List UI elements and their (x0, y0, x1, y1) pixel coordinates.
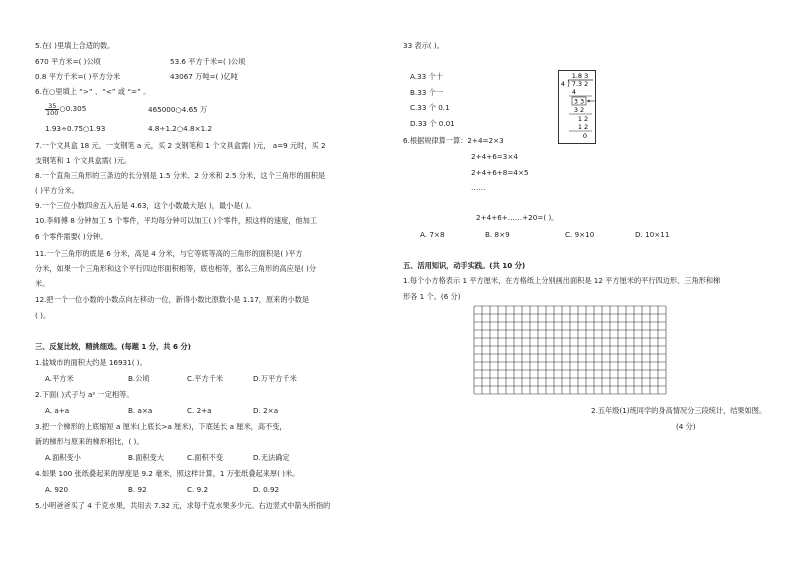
choice4-question: 4.如果 100 张纸叠起来的厚度是 9.2 毫米，照这样计算，1 万张纸叠起来厚( )米。 (35, 469, 300, 478)
division-step-4: 1 2 (577, 115, 589, 123)
square-grid-paper[interactable] (473, 305, 669, 397)
q11-line2: 分米，如果一个三角形和这个平行四边形面积相等，底也相等，那么三角形的高应是( )分 (35, 264, 317, 273)
choice4-option-a: A. 920 (45, 485, 69, 494)
choice3-option-d: D.无法确定 (253, 453, 290, 462)
division-quotient: 1.8 3 (571, 72, 589, 80)
division-dividend: 7.3 2 (571, 80, 589, 88)
q5-item-b2: 43067 万吨=( )亿吨 (170, 72, 238, 81)
q7-line2: 支钢笔和 1 个文具盒需( )元。 (35, 156, 132, 165)
choice3-line2: 新的梯形与原来的梯形相比，( )。 (35, 437, 144, 446)
choice6-line4: …… (471, 183, 486, 192)
choice1-option-c: C.平方千米 (187, 374, 224, 383)
choice6-line2: 2+4+6=3×4 (471, 152, 518, 161)
choice4-option-c: C. 9.2 (187, 485, 209, 494)
choice4-option-d: D. 0.92 (253, 485, 280, 494)
choice3-option-c: C.面积不变 (187, 453, 224, 462)
practice2-line1: 2.五年级(1)班同学的身高情况分三段统计，结果如图。 (591, 406, 767, 415)
choice6-question: 6.根据规律算一算：2+4=2×3 (403, 136, 504, 145)
choice5-line1: 5.小明爸爸买了 4 千克水果，共用去 7.32 元，求每千克水果多少元。右边竖式中箭头所指的 (35, 501, 331, 510)
q11-line1: 11.一个三角形的底是 6 分米，高是 4 分米，与它等底等高的三角形的面积是( )平方 (35, 249, 303, 258)
practice2-line2: (4 分) (676, 422, 696, 431)
choice2-option-d: D. 2×a (253, 406, 279, 415)
choice2-question: 2.下面( )式子与 a² 一定相等。 (35, 390, 134, 399)
choice1-option-a: A.平方米 (45, 374, 74, 383)
division-bracket (568, 80, 569, 87)
q8-line2: ( )平方分米。 (35, 186, 79, 195)
choice1-option-d: D.万平方千米 (253, 374, 297, 383)
q7-line1: 7.一个文具盒 18 元，一支钢笔 a 元，买 2 支钢笔和 1 个文具盒需( )元， a=9 元时，买 2 (35, 141, 326, 150)
q6-fraction (45, 103, 59, 116)
division-step-3: 3 2 (573, 106, 585, 114)
practice1-line2: 形各 1 个。(6 分) (403, 292, 461, 301)
choice3-option-b: B.面积变大 (128, 453, 164, 462)
section-5-title: 五、活用知识，动手实践。(共 10 分) (403, 261, 526, 270)
division-step-2: 3 3 (573, 97, 585, 106)
choice5-continued: 33 表示( )。 (403, 41, 444, 50)
q5-item-a1: 670 平方米=( )公顷 (35, 57, 101, 66)
arrow-head-icon (587, 100, 590, 103)
choice2-option-b: B. a×a (128, 406, 153, 415)
q12-line2: ( )。 (35, 311, 51, 320)
q6-item-b1: 1.93÷0.75○1.93 (45, 124, 106, 133)
q5-item-a2: 53.6 平方千米=( )公顷 (170, 57, 246, 66)
choice4-option-b: B. 92 (128, 485, 147, 494)
choice6-option-d: D. 10×11 (635, 230, 670, 239)
division-step-1: 4 (571, 88, 577, 96)
fraction-numerator: 35 (45, 103, 59, 110)
choice6-option-b: B. 8×9 (485, 230, 510, 239)
fraction-denominator: 100 (46, 108, 59, 117)
q8-line1: 8.一个直角三角形的三条边的长分别是 1.5 分米、2 分米和 2.5 分米，这个三角形的面积是 (35, 171, 326, 180)
choice5-option-b: B.33 个一 (410, 88, 444, 97)
choice5-option-d: D.33 个 0.01 (410, 119, 455, 128)
q12-line1: 12.把一个一位小数的小数点向左移动一位，新得小数比原数小是 1.17，原来的小数是 (35, 295, 310, 304)
choice1-option-b: B.公顷 (128, 374, 150, 383)
division-step-5: 1 2 (577, 123, 589, 131)
choice3-line1: 3.把一个梯形的上底缩短 a 厘米(上底长>a 厘米)，下底延长 a 厘米，高不变， (35, 422, 287, 431)
choice3-option-a: A.面积变小 (45, 453, 81, 462)
q11-line3: 米。 (35, 279, 50, 288)
practice1-line1: 1.每个小方格表示 1 平方厘米，在方格纸上分别画出面积是 12 平方厘米的平行四边形、三角形和梯 (403, 276, 721, 285)
choice6-option-a: A. 7×8 (420, 230, 445, 239)
long-division-diagram (558, 70, 596, 144)
choice2-option-a: A. a+a (45, 406, 70, 415)
choice2-option-c: C. 2+a (187, 406, 212, 415)
q9: 9.一个三位小数四舍五入后是 4.63，这个小数最大是( )，最小是( )。 (35, 201, 256, 210)
q6-item-a2: 465000○4.65 万 (148, 105, 208, 114)
choice5-option-a: A.33 个十 (410, 72, 443, 81)
q6-item-a1-rest: ○0.305 (59, 104, 87, 113)
section-3-title: 三、反复比较，精挑细选。(每题 1 分，共 6 分) (35, 342, 191, 351)
q5-title: 5.在( )里填上合适的数。 (35, 41, 115, 50)
q6-item-a1 (45, 102, 86, 116)
q10-line1: 10.李师傅 8 分钟加工 5 个零件，平均每分钟可以加工( )个零件，照这样的速度，他加工 (35, 216, 317, 225)
q5-item-b1: 0.8 平方千米=( )平方分米 (35, 72, 121, 81)
division-remainder: 0 (582, 132, 588, 140)
choice5-option-c: C.33 个 0.1 (410, 103, 450, 112)
q6-item-b2: 4.8÷1.2○4.8×1.2 (148, 124, 213, 133)
choice6-option-c: C. 9×10 (565, 230, 595, 239)
choice6-line3: 2+4+6+8=4×5 (471, 168, 529, 177)
choice1-question: 1.盐城市的面积大约是 16931( )。 (35, 358, 147, 367)
q10-line2: 6 个零件需要( )分钟。 (35, 232, 108, 241)
division-divisor: 4 (560, 80, 566, 88)
choice6-line5: 2+4+6+……+20=( )。 (476, 213, 559, 222)
q6-title: 6.在○里填上 “>” 、“<” 或 “=” 。 (35, 87, 151, 96)
